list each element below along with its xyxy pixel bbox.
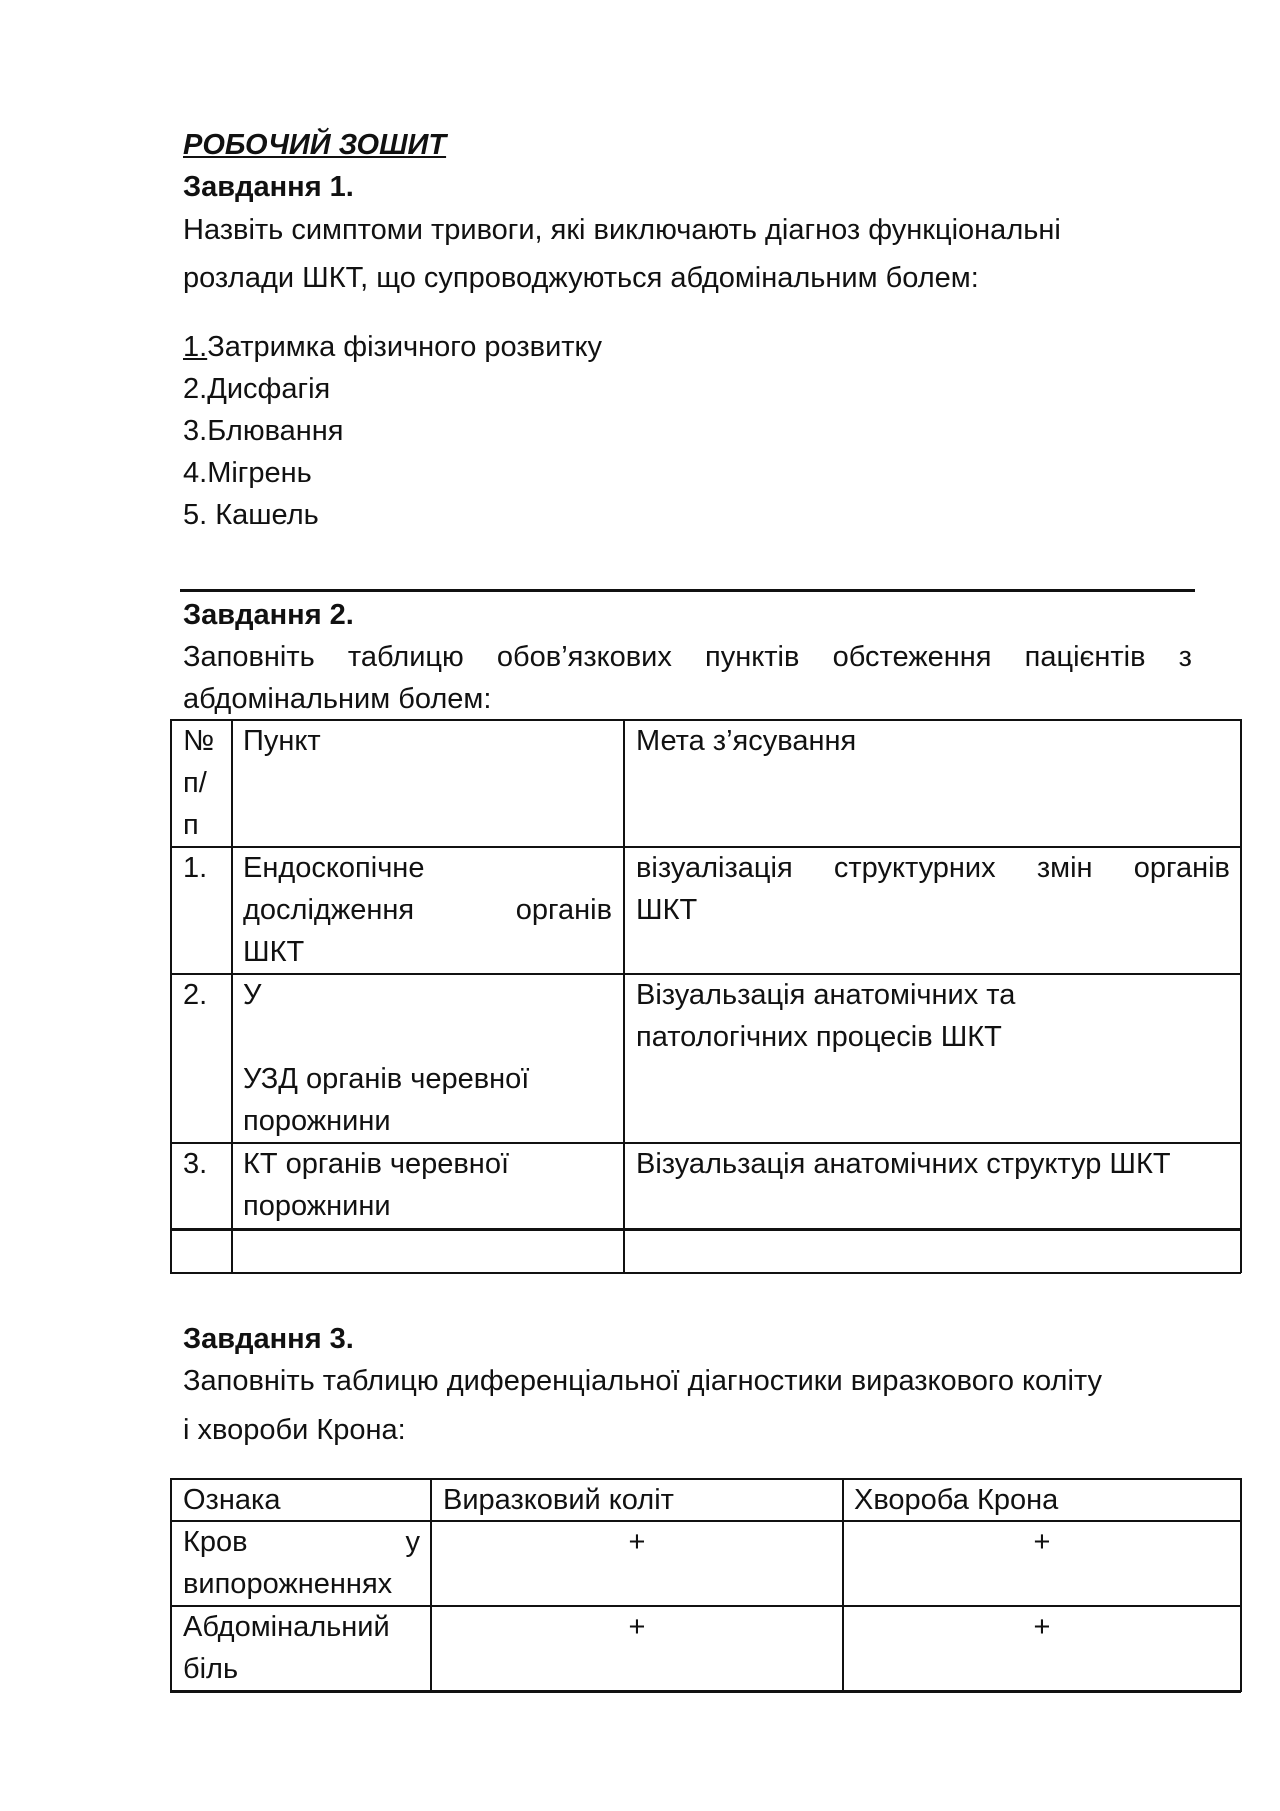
task2-prompt-line1 <box>183 636 1192 678</box>
prompt-word: пунктів <box>705 641 800 673</box>
answer-text: Дисфагія <box>207 373 331 405</box>
prompt-word: обстеження <box>832 641 992 673</box>
row-purpose-word: змін <box>1036 852 1093 884</box>
header-crohn: Хвороба Крона <box>854 1484 1059 1516</box>
task3-heading: Завдання 3. <box>183 1323 354 1355</box>
answer-number: 4. <box>183 457 208 489</box>
row-purpose-line: ШКТ <box>636 894 698 926</box>
row-purpose-line: патологічних процесів ШКТ <box>636 1021 1002 1053</box>
row-number: 3. <box>183 1148 208 1180</box>
task1-prompt-line1: Назвіть симптоми тривоги, які виключають діагноз функціональні <box>183 214 1061 246</box>
row-sign-word: Кров <box>183 1526 248 1558</box>
row-crohn-mark: + <box>1033 1611 1051 1643</box>
row-item-word: дослідження <box>243 894 415 926</box>
row-item-line <box>243 889 612 931</box>
row-uc-mark: + <box>628 1611 646 1643</box>
table-rule <box>170 719 172 1273</box>
prompt-word: таблицю <box>347 641 464 673</box>
row-uc-mark: + <box>628 1526 646 1558</box>
prompt-word: Заповніть <box>183 641 315 673</box>
table-rule <box>170 1690 1241 1693</box>
answer-number: 2. <box>183 373 208 405</box>
row-sign-line <box>183 1521 420 1563</box>
row-number: 2. <box>183 979 208 1011</box>
row-item-line: порожнини <box>243 1105 391 1137</box>
row-item-word: органів <box>515 894 612 926</box>
answer-text: Затримка фізичного розвитку <box>207 331 603 363</box>
prompt-word: обов’язкових <box>496 641 672 673</box>
row-item-line: Ендоскопічне <box>243 852 425 884</box>
row-purpose-word: візуалізація <box>636 852 793 884</box>
row-item-line: УЗД органів черевної <box>243 1063 530 1095</box>
answer-text: Мігрень <box>207 457 312 489</box>
table-rule <box>170 1272 1241 1274</box>
table-rule <box>1240 719 1242 1273</box>
header-item: Пункт <box>243 725 321 757</box>
answer-item <box>183 452 312 494</box>
answer-text: Блювання <box>207 415 344 447</box>
task1-heading: Завдання 1. <box>183 171 354 203</box>
header-number: п <box>183 809 199 841</box>
answer-number: 5. <box>183 499 216 531</box>
table-rule <box>1240 1478 1242 1692</box>
row-number: 1. <box>183 852 208 884</box>
table-rule <box>170 1228 1241 1231</box>
task3-prompt-line2: і хвороби Крона: <box>183 1414 406 1446</box>
row-crohn-mark: + <box>1033 1526 1051 1558</box>
header-uc: Виразковий коліт <box>443 1484 674 1516</box>
table-rule <box>170 1478 172 1692</box>
header-purpose: Мета з’ясування <box>636 725 857 757</box>
header-sign: Ознака <box>183 1484 281 1516</box>
answer-item <box>183 368 330 410</box>
row-item-line: порожнини <box>243 1190 391 1222</box>
row-sign-line: випорожненнях <box>183 1568 393 1600</box>
row-purpose-word: структурних <box>833 852 996 884</box>
row-item-line: У <box>243 979 262 1011</box>
answer-number: 1. <box>183 331 208 363</box>
answer-item <box>183 494 319 536</box>
row-sign-line: Абдомінальний <box>183 1611 390 1643</box>
answer-number: 3. <box>183 415 208 447</box>
table-rule <box>623 719 625 1273</box>
table-rule <box>842 1478 844 1692</box>
task2-heading: Завдання 2. <box>183 599 354 631</box>
section-divider <box>180 589 1195 592</box>
answer-item <box>183 326 602 368</box>
prompt-word: пацієнтів <box>1024 641 1146 673</box>
task1-prompt-line2: розлади ШКТ, що супроводжуються абдомінальним болем: <box>183 262 979 294</box>
task2-prompt-line2: абдомінальним болем: <box>183 683 492 715</box>
task3-prompt-line1: Заповніть таблицю диференціальної діагностики виразкового коліту <box>183 1365 1102 1397</box>
answer-text: Кашель <box>215 499 319 531</box>
row-sign-word: у <box>405 1526 420 1558</box>
row-item-line: ШКТ <box>243 936 305 968</box>
row-sign-line: біль <box>183 1653 239 1685</box>
table-rule <box>231 719 233 1273</box>
row-purpose-line <box>636 847 1230 889</box>
header-number: № <box>183 725 215 757</box>
prompt-word: з <box>1178 641 1192 673</box>
table-rule <box>170 1478 1241 1480</box>
row-purpose-line: Візуальзація анатомічних структур ШКТ <box>636 1148 1171 1180</box>
table-rule <box>430 1478 432 1692</box>
row-purpose-line: Візуальзація анатомічних та <box>636 979 1016 1011</box>
answer-item <box>183 410 344 452</box>
row-purpose-word: органів <box>1133 852 1230 884</box>
header-number: п/ <box>183 767 207 799</box>
row-item-line: КТ органів черевної <box>243 1148 510 1180</box>
page-title: РОБОЧИЙ ЗОШИТ <box>183 129 447 161</box>
